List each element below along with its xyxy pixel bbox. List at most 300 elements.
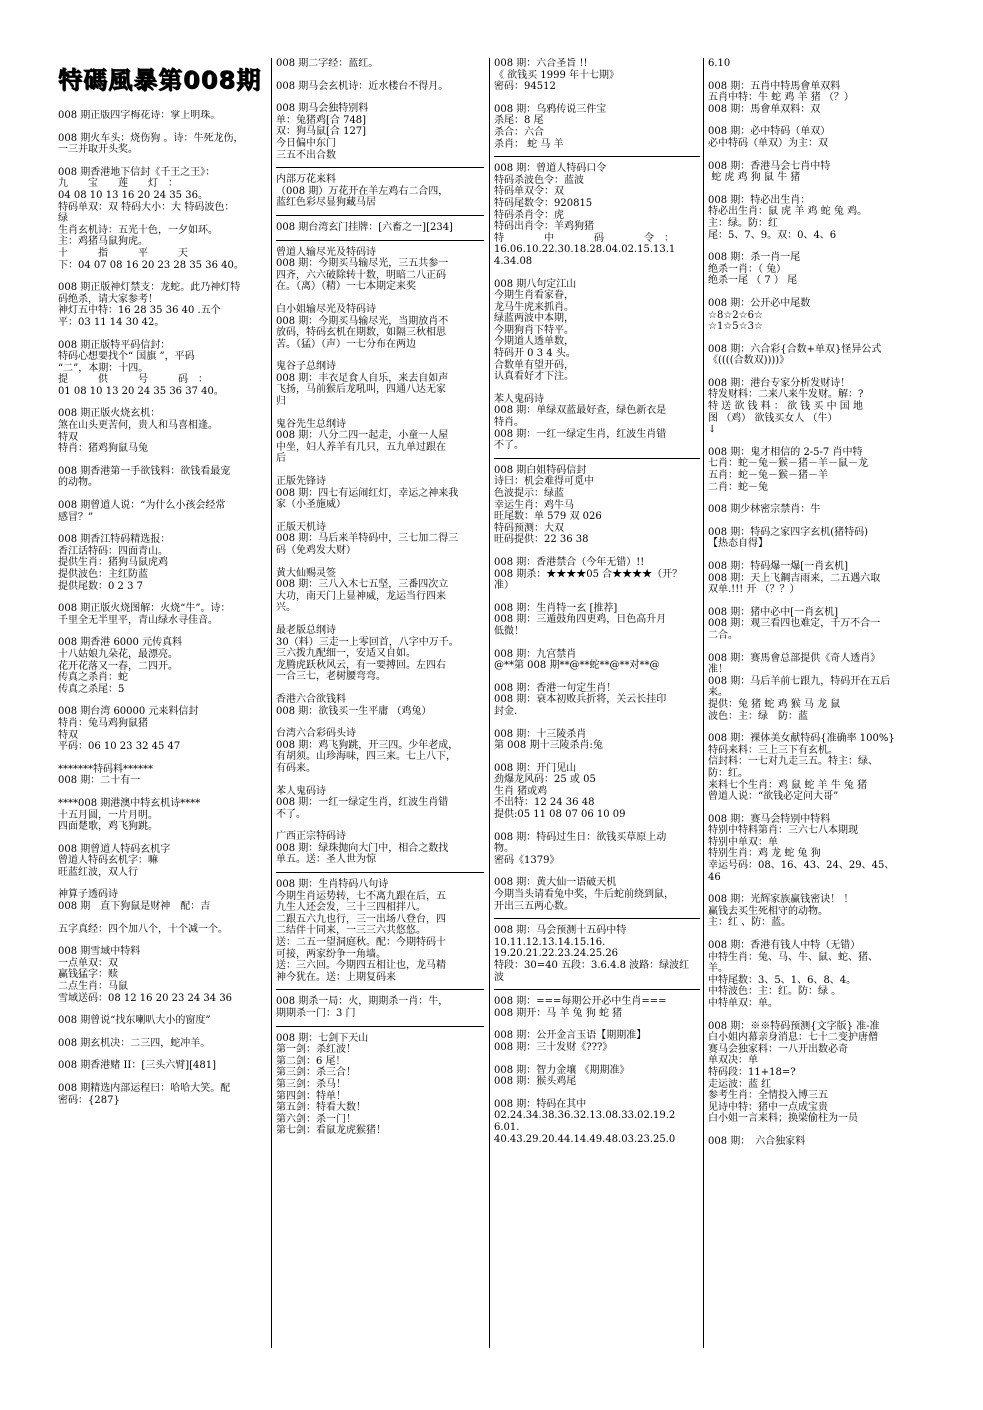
text-line: 第六剑：杀一门！ xyxy=(276,1113,356,1125)
text-line: 七肖：蛇－兔－猴－猪－羊－鼠－龙 xyxy=(708,458,868,470)
text-line: 《((((合数双))))》 xyxy=(708,355,790,367)
text-line: 008 期：六合圣旨 !! xyxy=(494,58,588,69)
text-line: 第五剑：特看大数！ xyxy=(276,1102,366,1114)
text-line: 008 期马会玄机诗：近水楼台不得月。 xyxy=(276,80,449,92)
text-line: 008 期精选内部运程曰：哈哈大笑。配 xyxy=(58,1083,231,1094)
text-line: 幸运生肖：鸡牛马 xyxy=(494,499,574,511)
section-rule xyxy=(494,156,700,157)
text-line: 波 xyxy=(494,971,504,983)
text-line: 码（免鸡发大财） xyxy=(276,545,356,556)
text-line: 认真看好才下注。 xyxy=(494,371,574,383)
text-line: 二合。 xyxy=(708,629,738,641)
text-line: 二肖：蛇－兔 xyxy=(708,481,768,493)
text-line: 神灯五中特：16 28 35 36 40 .五个 xyxy=(58,305,221,317)
text-block xyxy=(494,925,700,983)
text-line: 今期当头请看兔中奖，牛后蛇前绕到鼠， xyxy=(494,889,674,901)
text-line: 008 期雪域中特料 xyxy=(58,946,141,958)
text-line: 开出三五两心数。 xyxy=(494,900,574,912)
text-line: 生肖 猪或鸡 xyxy=(494,785,548,797)
section-rule xyxy=(494,918,700,919)
text-line: 主：鸡猪马鼠狗虎。 xyxy=(58,236,148,248)
text-block xyxy=(494,877,700,912)
text-line: 008 期：马后羊前七跟九，特码开在五后 xyxy=(708,675,891,687)
text-line: 今期道人透单数， xyxy=(494,336,574,348)
text-line: 期期杀一门：3 门 xyxy=(276,1008,356,1019)
text-block xyxy=(276,174,484,209)
text-line: 《 欲钱买 1999 年十七期》 xyxy=(494,69,619,81)
text-line: 特别中单双：单 xyxy=(708,836,778,848)
text-block xyxy=(708,126,918,149)
text-line: 特 送 欲 钱 料 ： 欲 钱 买 中 国 地 xyxy=(708,401,863,413)
text-block xyxy=(276,625,484,683)
text-line: 008 期：八分二四一起走，小童一人屋 xyxy=(276,430,449,442)
text-line: 香港六合欲钱料 xyxy=(276,693,346,705)
text-line: 008 期：公开金言玉语【期期准】 xyxy=(494,1030,647,1042)
text-block xyxy=(708,1136,918,1148)
text-line: 旺蓝红波，双人行 xyxy=(58,866,138,878)
column-divider xyxy=(489,58,490,1348)
text-line: 绝杀一尾 （ 7 ） 尾 xyxy=(708,275,798,287)
text-block xyxy=(58,1083,270,1106)
text-block xyxy=(708,447,918,493)
text-line: 千里全无半里平，青山绿水寻佳音。 xyxy=(58,614,218,626)
text-line: 密码：94512 xyxy=(494,81,556,93)
text-line: 有码来。 xyxy=(276,762,316,774)
column-4 xyxy=(708,58,918,1358)
text-line: 见诗中特：猪中一点成宝贵 xyxy=(708,1101,828,1113)
text-line: 提供生肖：猪狗马鼠虎鸡 xyxy=(58,557,168,569)
text-line: 合数单有望开码， xyxy=(494,359,574,371)
text-block xyxy=(494,465,700,546)
text-line: 诗曰：机会难得可觅中 xyxy=(494,476,594,488)
text-line: 008 期 直下狗鼠是财神 配：吉 xyxy=(58,901,211,913)
text-line: 19.20.21.22.23.24.25.26 xyxy=(494,948,619,960)
text-line: 白小姐一言来料；换梁偷柱为一员 xyxy=(708,1113,858,1125)
text-line: 物。 xyxy=(494,843,514,855)
text-line: 008 期玄机决：二三四，蛇冲羊。 xyxy=(58,1037,211,1049)
text-line: 鬼谷先生总纲诗 xyxy=(276,418,346,430)
text-line: 九 宝 莲 灯 ： xyxy=(58,178,178,190)
text-line: 单：兔猪鸡[合 748] xyxy=(276,114,367,126)
text-block xyxy=(494,832,700,867)
text-line: 低微！ xyxy=(494,625,524,637)
text-line: 008 期：港台专家分析发财诗！ xyxy=(708,377,851,389)
text-line: 008 期：特码爆一爆[一肖玄机] xyxy=(708,561,849,572)
text-line: 008 期：乌鸦传说三件宝 xyxy=(494,103,607,115)
section-rule xyxy=(494,989,700,990)
text-line: 赢钱猛字：赎 xyxy=(58,969,118,981)
text-line: 尾：5、7、9。双：0、4、6 xyxy=(708,229,837,241)
column-1 xyxy=(58,110,270,1410)
text-block xyxy=(58,133,270,156)
text-line: 不了。 xyxy=(276,808,306,820)
text-block xyxy=(708,653,918,723)
text-block xyxy=(58,798,270,833)
text-line: 008 期：四七有运闹红灯，幸运之神来我 xyxy=(276,487,459,499)
text-line: 008 期：===每期公开必中生肖=== xyxy=(494,996,667,1008)
text-block xyxy=(58,603,270,626)
text-line: 第三剑：杀三合！ xyxy=(276,1067,356,1079)
text-block xyxy=(276,786,484,821)
text-line: 曾道人输尽光及特码诗 xyxy=(276,246,376,258)
text-line: 在。（离）（精）一七本期定来奖 xyxy=(276,281,416,293)
text-line: ☆8☆2☆6☆ xyxy=(708,309,763,321)
section-rule xyxy=(276,240,484,241)
text-line: 4.34.08 xyxy=(494,255,533,267)
text-line: 特别中特料第肖：三六七八本期现 xyxy=(708,825,858,837)
text-line: 苦。（猛）（声）一七分布在两边 xyxy=(276,338,416,350)
text-line: 008 期：香港一句定生肖！ xyxy=(494,682,617,694)
text-line: 下：04 07 08 16 20 23 28 35 36 40。 xyxy=(58,259,244,271)
text-block xyxy=(494,279,700,383)
text-block xyxy=(708,378,918,436)
text-line: 008 期：生肖特一玄 [推荐] xyxy=(494,602,618,614)
text-line: 准） xyxy=(494,580,514,592)
text-line: 五字真经：四个加八个，十个减一个。 xyxy=(58,923,228,935)
text-line: 008 期：单绿双蓝最好查，绿色新衣是 xyxy=(494,405,667,417)
text-line: 三六拨九配细一，安适又自如。 xyxy=(276,648,416,660)
text-line: 008 期正版特平码信封： xyxy=(58,339,171,351)
text-block xyxy=(708,607,918,642)
text-line: 特段：30=40 五段：3.6.4.8 波路：绿波红 xyxy=(494,960,690,971)
text-line: 曾道人说：“欲钱必定问大哥” xyxy=(708,791,839,803)
text-block xyxy=(708,504,918,516)
text-line: 一点单双：双 xyxy=(58,957,118,969)
text-line: 008 期白姐特码信封 xyxy=(494,464,587,476)
text-line: 内部万花来料 xyxy=(276,174,336,186)
text-line: 第七剑：看鼠龙虎猴猪！ xyxy=(276,1125,386,1137)
text-line: 广西正宗特码诗 xyxy=(276,831,346,843)
text-line: 绿蓝两波中本期， xyxy=(494,313,574,325)
text-block xyxy=(494,763,700,821)
text-block xyxy=(276,58,484,70)
text-line: 苯人鬼码诗 xyxy=(276,785,326,797)
text-block xyxy=(58,1038,270,1050)
text-line: 008 期正版火烧图解：火烧“牛”。诗： xyxy=(58,603,231,615)
text-line: 008 期：裸体美女献特码{准确率 100%} xyxy=(708,733,895,745)
text-line: 008 期：馬會单双料：双 xyxy=(708,103,821,115)
text-line: 008 期：公开必中尾数 xyxy=(708,297,811,309)
text-block xyxy=(494,603,700,638)
text-line: 鬼谷子总纲诗 xyxy=(276,361,336,373)
text-line: 特 中 码 令 ： xyxy=(494,232,674,244)
text-block xyxy=(708,161,918,184)
text-line: 特码开 0 3 4 头。 xyxy=(494,348,576,360)
text-line: 特码段：11+18=? xyxy=(708,1066,796,1078)
text-line: 赢钱去买生死相守的动物。 xyxy=(708,905,828,917)
text-line: 特肖：猪鸡狗鼠马兔 xyxy=(58,443,148,455)
text-line: 008 期：三遁鼓角四更鸡，日色高升月 xyxy=(494,614,667,626)
section-rule xyxy=(494,458,700,459)
text-block xyxy=(276,879,484,983)
text-line: 008 期：生肖特码八句诗 xyxy=(276,879,389,891)
text-line: 30（料）三走一上零回首，八字中万千。 xyxy=(276,636,459,648)
text-line: 十八姑娘九朵花，最漂亮。 xyxy=(58,648,178,660)
text-line: 008 期正版四字梅花诗：掌上明珠。 xyxy=(58,110,221,121)
text-block xyxy=(276,304,484,350)
text-line: 四齐，六六破除转十数，明暗二八正码 xyxy=(276,269,446,281)
text-line: 封金. xyxy=(494,705,518,717)
text-line: 家（小圣施威） xyxy=(276,499,346,511)
text-block xyxy=(58,340,270,398)
text-line: 双单.!!! 开 （？？） xyxy=(708,584,800,596)
text-line: 龙马牛虎来抓肖。 xyxy=(494,301,574,313)
section-rule xyxy=(276,872,484,873)
text-line: 兴。 xyxy=(276,602,296,614)
text-line: 特码出肖令：羊鸡狗猪 xyxy=(494,221,594,233)
text-block xyxy=(708,894,918,929)
text-line: 特码预测：大双 xyxy=(494,522,564,534)
text-line: 008 期：※※特码预测{文字版} 准-准 xyxy=(708,1020,880,1032)
text-line: 008 期：黄大仙一语破天机 xyxy=(494,877,617,889)
text-line: 归 xyxy=(276,396,286,408)
text-block xyxy=(58,534,270,592)
text-line: 10.11.12.13.14.15.16. xyxy=(494,936,606,948)
text-line: 01 08 10 13 20 24 35 36 37 40。 xyxy=(58,385,224,397)
text-block xyxy=(276,568,484,614)
text-line: 花开花落又一春，二四开。 xyxy=(58,660,178,672)
text-line: 三五不出合数 xyxy=(276,149,336,161)
text-line: 008 期：今期买马输尽光，三五共参一 xyxy=(276,258,449,270)
text-block xyxy=(276,419,484,465)
text-line: 密码：{287} xyxy=(58,1094,120,1106)
text-block xyxy=(276,522,484,557)
column-3 xyxy=(494,58,700,1358)
text-line: 008 期：猪中必中[一肖玄机] xyxy=(708,606,839,618)
text-line: 有胡须。山珍海味，四三来。七上八下， xyxy=(276,751,456,763)
text-line: 台湾六合彩码头诗 xyxy=(276,728,356,740)
text-line: 中坐，妇人养羊有几只，五九单过跟在 xyxy=(276,441,446,453)
text-line: 008 期：三十发财《???》 xyxy=(494,1041,613,1053)
text-line: 第三剑：杀马！ xyxy=(276,1078,346,1090)
text-block xyxy=(58,844,270,879)
section-rule xyxy=(276,989,484,990)
text-line: 准！ xyxy=(708,664,728,676)
text-line: 008 期：特码在其中 xyxy=(494,1098,587,1110)
text-line: 008 期：赛马会特别中特料 xyxy=(708,813,831,825)
text-line: 008 期：曾道人特码口令 xyxy=(494,163,607,175)
text-line: （008 期）万花开在羊左鸡右二合四， xyxy=(276,185,449,197)
text-line: 008 期杀一局：火，期期杀一肖：牛， xyxy=(276,996,449,1008)
text-block xyxy=(58,924,270,936)
text-block xyxy=(708,298,918,333)
text-line: 特码心想要找个“ 国旗 ”，平码 xyxy=(58,351,195,363)
text-line: 16.06.10.22.30.18.28.04.02.15.13.1 xyxy=(494,244,676,256)
text-line: 第 008 期十三陵杀肖:兔 xyxy=(494,740,603,752)
text-line: 今期生肖运势转，七不离九跟在后，五 xyxy=(276,890,446,902)
text-block xyxy=(58,466,270,489)
section-rule xyxy=(276,215,484,216)
text-line: 008 期：开门见山 xyxy=(494,762,577,774)
text-line: 图 （鸡） 欲钱买女人 （牛） xyxy=(708,412,838,424)
text-line: 提供波色：主红防蓝 xyxy=(58,569,148,580)
text-block xyxy=(494,1065,700,1088)
text-block xyxy=(494,996,700,1019)
text-line: 不了。 xyxy=(494,440,524,452)
text-line: 传真之杀肖：蛇 xyxy=(58,672,128,684)
text-line: 劲爆龙风码：25 或 05 xyxy=(494,774,596,786)
text-line: 龙腾虎跃秋风云，有一要搏回。左四右 xyxy=(276,659,446,671)
text-line: 008 期：衰本初败兵折将，关云长挂印 xyxy=(494,694,667,706)
text-line: 白小姐内幕亲身消息：七十二变护唐僧 xyxy=(708,1032,878,1044)
text-line: 特码杀波色令：蓝波 xyxy=(494,174,584,186)
text-block xyxy=(708,252,918,287)
text-line: 防：红。 xyxy=(708,767,748,779)
text-line: 特肖：兔马鸡狗鼠猪 xyxy=(58,717,148,729)
text-line: 送：二五一望洞庭秋。配：今期特码十 xyxy=(276,937,446,949)
text-line: 008 期：香港马会七肖中特 xyxy=(708,160,831,172)
text-line: 可接，两家纷争一角墙。 xyxy=(276,948,386,960)
text-line: 四面楚歌，鸡飞狗跳。 xyxy=(58,821,158,833)
text-line: 绝杀一肖：（ 兔） xyxy=(708,263,787,275)
text-block xyxy=(494,683,700,718)
text-block xyxy=(58,282,270,328)
text-block xyxy=(58,946,270,1004)
text-line: 码绝杀，请大家参考！ xyxy=(58,293,158,305)
text-block xyxy=(494,557,700,592)
text-block xyxy=(708,527,918,550)
page-title: 特碼風暴第008期 xyxy=(58,66,262,94)
text-line: 来。 xyxy=(708,687,728,699)
text-line: ☆1☆5☆3☆ xyxy=(708,321,763,333)
text-line: 二跟五六九也行，三一出场八登台，四 xyxy=(276,913,446,925)
text-line: 008 期：马会预测十五码中特 xyxy=(494,925,627,937)
text-block xyxy=(58,764,270,787)
text-line: 信封料：一七对九走三五。特主：绿、 xyxy=(708,756,878,768)
text-line: 送：三六回。今期四五相让也，龙马精 xyxy=(276,960,446,972)
text-line: 感冒？” xyxy=(58,511,94,523)
text-block xyxy=(708,81,918,116)
text-block xyxy=(58,637,270,695)
text-line: 008 期马会独特别料 xyxy=(276,103,369,115)
text-line: 飞扬，马前猴后龙吼叫，四通八达无家 xyxy=(276,384,446,396)
text-block xyxy=(276,694,484,717)
text-block xyxy=(58,706,270,752)
text-line: 008 期曾道人特码玄机字 xyxy=(58,843,171,855)
text-line: 不出特：12 24 36 48 xyxy=(494,797,595,809)
text-block xyxy=(58,1015,270,1027)
text-line: ****008 期港澳中特玄机诗**** xyxy=(58,797,201,809)
text-block xyxy=(58,1060,270,1072)
text-line: 特双 xyxy=(58,431,78,443)
text-line: 008 期： 六合独家料 xyxy=(708,1135,806,1147)
text-line: “二”，本期：十四。 xyxy=(58,362,149,374)
text-line: 008 期：天上飞鋼吉雨来，二五遇六取 xyxy=(708,572,881,584)
text-block xyxy=(494,58,700,93)
text-line: 传真之杀尾：5 xyxy=(58,683,125,695)
text-line: 008 期杀：★★★★05 合★★★★（开？ xyxy=(494,568,683,580)
text-line: 主：绿。防：红 xyxy=(708,217,778,229)
text-block xyxy=(276,831,484,866)
text-line: 008 期：七剑下天山 xyxy=(276,1032,369,1044)
text-line: 008 期：今期买马输尽光，当期放肖不 xyxy=(276,315,449,327)
text-line: 正版天机诗 xyxy=(276,521,326,533)
text-line: 008 期：马后来羊特码中，三七加二得三 xyxy=(276,533,459,545)
text-line: 特码来料：三上三下有玄机。 xyxy=(708,744,838,756)
text-line: 008 期：二十有一 xyxy=(58,775,141,787)
text-line: 008 期香港赌 II：[三头六臂][481] xyxy=(58,1060,217,1072)
text-line: 008 期香港 6000 元传真料 xyxy=(58,637,183,649)
text-line: 008 期：赛馬會总部提供《奇人透肖》 xyxy=(708,652,881,664)
text-line: 十五月圆，一片月明。 xyxy=(58,809,158,821)
text-line: 第二剑：6 尾！ xyxy=(276,1055,346,1067)
text-line: 008 期正版火烧玄机： xyxy=(58,408,161,420)
text-line: 的动物。 xyxy=(58,477,98,489)
text-block xyxy=(494,649,700,672)
text-line: 大功，南天门上显神威，龙运当行四来 xyxy=(276,590,446,602)
text-line: 白小姐输尽光及特码诗 xyxy=(276,303,376,315)
text-line: 中特单双：单。 xyxy=(708,998,778,1009)
text-line: 008 期八句定江山 xyxy=(494,278,577,290)
text-line: 五肖：蛇－兔－猴－猪－羊 xyxy=(708,470,828,482)
text-block xyxy=(708,561,918,596)
text-line: 008 期：杀一肖一尾 xyxy=(708,252,801,264)
column-2 xyxy=(276,58,484,1358)
text-block xyxy=(276,247,484,293)
text-line: 特码尾数令：920815 xyxy=(494,197,593,209)
text-line: 特码单双令：双 xyxy=(494,186,564,198)
text-line: 平码：06 10 23 32 45 47 xyxy=(58,741,181,753)
text-block xyxy=(708,195,918,241)
text-line: 008 期：六合彩{合数+单双}怪异公式 xyxy=(708,343,882,355)
text-line: 提 供 号 码 ： xyxy=(58,374,208,386)
text-block xyxy=(494,394,700,452)
text-line: 幸运号码：08、16、43、24、29、45、 xyxy=(708,860,895,872)
text-line: @**第 008 期**@**蛇**@**对**@ xyxy=(494,660,660,672)
text-line: 008 期：香港禁合（今年无错）!! xyxy=(494,556,645,568)
text-block xyxy=(276,1033,484,1137)
text-line: 46 xyxy=(708,871,721,883)
text-line: 放码，特码玄机在期数，如隔三秋相思 xyxy=(276,327,446,339)
text-line: 40.43.29.20.44.14.49.48.03.23.25.0 xyxy=(494,1133,676,1145)
text-line: 提供尾数：0 2 3 7 xyxy=(58,580,143,592)
text-block xyxy=(494,1099,700,1145)
text-line: 必中特码（单双）为主：双 xyxy=(708,137,828,149)
text-line: 今期狗肖下特平。 xyxy=(494,324,574,336)
text-line: 今期生肖看家眷， xyxy=(494,290,574,302)
text-line: 煞在山头更苦何，贵人和马喜相逢。 xyxy=(58,420,218,432)
text-line: 色波提示：绿蓝 xyxy=(494,488,564,499)
text-line: 第一剑：杀红波！ xyxy=(276,1044,356,1056)
text-line: 008 期：光辉家族赢钱密诀！ ！ xyxy=(708,894,854,906)
text-line: 008 期少林密宗禁肖：牛 xyxy=(708,504,821,516)
text-block xyxy=(58,167,270,271)
text-line: 特码单双：双 特码大小：大 特码波色： xyxy=(58,201,235,213)
text-line: 008 期：必中特码（单双） xyxy=(708,126,831,138)
text-line: 羊。 xyxy=(708,963,728,975)
text-line: 008 期：丰衣足食人自乐，来去自如声 xyxy=(276,372,449,384)
text-line: 提供:05 11 08 07 06 10 09 xyxy=(494,809,626,821)
text-line: *******特码料****** xyxy=(58,763,153,775)
text-line: 008 期：三八入木七五坚，三番四次立 xyxy=(276,579,449,591)
text-line: 008 期：猴头鸡尾 xyxy=(494,1076,577,1088)
column-divider xyxy=(271,58,272,1348)
text-line: 008 期：绿珠抛向大门中，相合之数找 xyxy=(276,842,449,854)
text-line: 最老版总纲诗 xyxy=(276,624,336,636)
text-line: 平：03 11 14 30 42。 xyxy=(58,316,165,328)
text-line: 008 期：十三陵杀肖 xyxy=(494,728,587,740)
text-block xyxy=(58,889,270,912)
text-line: 苯人鬼码诗 xyxy=(494,393,544,405)
text-line: 蛇 虎 鸡 狗 鼠 牛 猪 xyxy=(708,172,801,184)
text-line: 008 期：一红一绿定生肖，红波生肖错 xyxy=(494,428,667,440)
text-line: 九生人还会发，三十三四相拌八。 xyxy=(276,902,426,914)
text-line: 二结伴十同来，一三三六共悠悠。 xyxy=(276,925,426,937)
text-line: 黄大仙赐灵签 xyxy=(276,567,336,579)
text-line: 来料七个生肖：鸡 鼠 蛇 羊 牛 兔 猪 xyxy=(708,779,868,791)
text-line: 008 期：欲钱买一生平庸 （鸡兔） xyxy=(276,705,432,717)
text-line: 008 期二字经：蓝红。 xyxy=(276,58,379,69)
